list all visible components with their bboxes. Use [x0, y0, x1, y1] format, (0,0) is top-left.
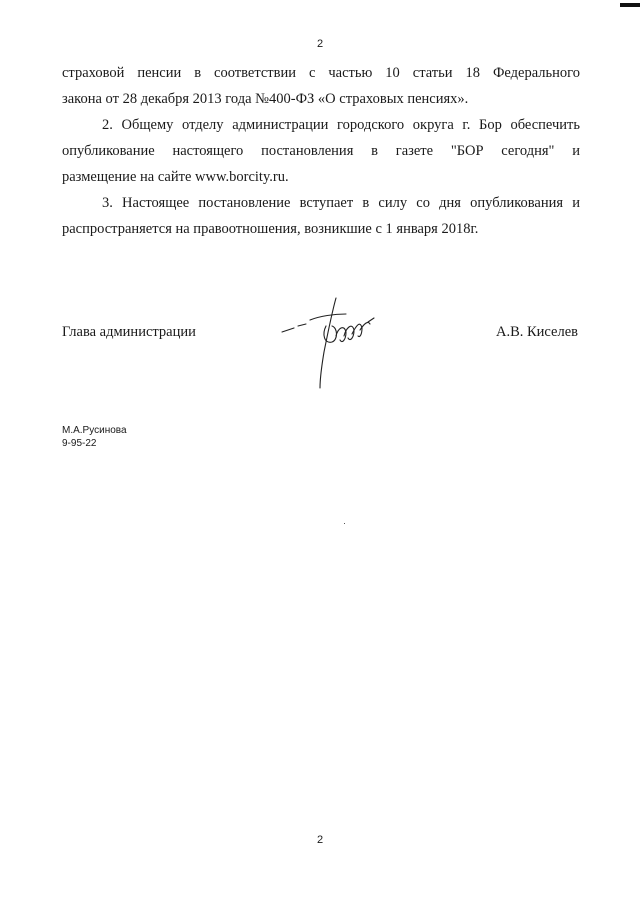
paragraph-2-line-3: размещение на сайте www.borcity.ru. — [62, 169, 289, 185]
signatory-name: А.В. Киселев — [495, 324, 578, 340]
paragraph-1-line-2: закона от 28 декабря 2013 года №400-ФЗ «О страховых пенсиях». — [62, 91, 469, 107]
signatory-role: Глава администрации — [62, 324, 196, 340]
paragraph-2 — [62, 112, 580, 190]
scan-speck — [344, 523, 345, 524]
scan-corner-mark — [620, 3, 640, 7]
page-number-top: 2 — [316, 38, 324, 50]
paragraph-2-line-1: 2. Общему отделу администрации городского округа г. Бор обеспечить — [102, 117, 580, 133]
paragraph-1 — [62, 60, 580, 112]
handwritten-signature — [280, 292, 390, 392]
executor-name: М.А.Русинова — [62, 425, 127, 436]
paragraph-1-line-1: страховой пенсии в соответствии с частью 10 статьи 18 Федерального — [62, 65, 580, 81]
paragraph-3-line-2: распространяется на правоотношения, возникшие с 1 января 2018г. — [62, 221, 479, 237]
page-number-bottom: 2 — [316, 834, 324, 846]
executor-phone: 9-95-22 — [62, 438, 97, 449]
paragraph-3 — [62, 190, 580, 242]
paragraph-2-line-2: опубликование настоящего постановления в газете "БОР сегодня" и — [62, 143, 580, 159]
executor-block — [62, 424, 127, 450]
paragraph-3-line-1: 3. Настоящее постановление вступает в силу со дня опубликования и — [102, 195, 580, 211]
